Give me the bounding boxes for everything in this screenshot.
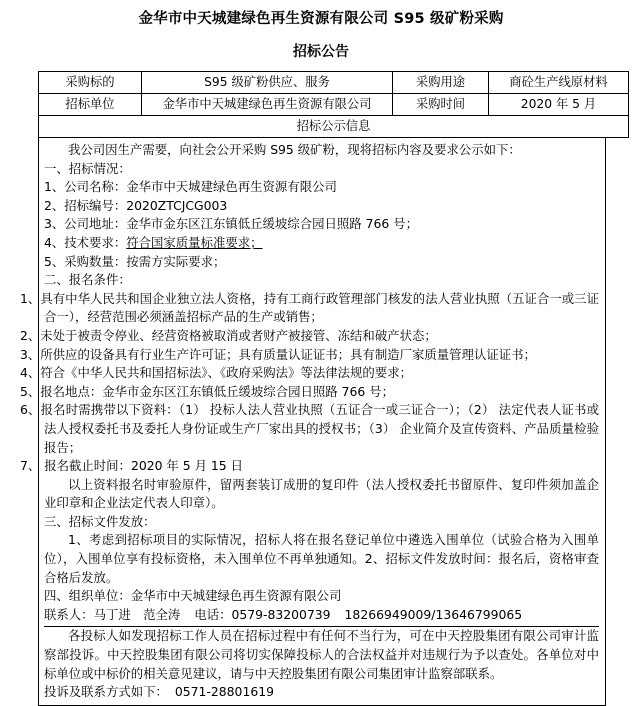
phone-label: 电话： xyxy=(194,606,232,622)
page-subtitle: 招标公告 xyxy=(293,44,349,60)
cell-announcement-info-label: 招标公示信息 xyxy=(39,116,629,138)
phone-secondary: 18266949009/13646799065 xyxy=(344,606,523,622)
table-row xyxy=(39,116,629,138)
section-1-item-3: 3、公司地址：金华市金东区江东镇低丘缓坡综合园日照路 766 号； xyxy=(44,216,418,232)
section-2-item-1: 1、具有中华人民共和国企业独立法人资格，持有工商行政管理部门核发的法人营业执照（五证合一或三证合一），经营范围必须涵盖招标产品的生产或销售； xyxy=(20,290,599,325)
announcement-body xyxy=(20,138,606,706)
section-2-item-7: 7、 报名截止时间：2020 年 5 月 15 日 xyxy=(20,458,243,474)
body-intro: 我公司因生产需要，向社会公开采购 S95 级矿粉，现将招标内容及要求公示如下： xyxy=(68,142,521,157)
info-table-wrapper xyxy=(38,71,608,138)
contact-names: 马丁进 范全涛 xyxy=(93,606,181,622)
section-2-item-5: 5、报名地点：金华市金东区江东镇低丘缓坡综合园日照路 766 号； xyxy=(20,383,394,399)
section-3-paragraph: 1、考虑到招标项目的实际情况，招标人将在报名登记单位中遴选入围单位（试验合格为入围单位），入围单位享有投标资格，未入围单位不再单独通知。2、招标文件发放时间：报名后，资格审查合格后发放。 xyxy=(44,532,599,585)
cell-procurement-subject-value: S95 级矿粉供应、服务 xyxy=(142,72,393,94)
section-4-heading: 四、组织单位：金华市中天城建绿色再生资源有限公司 xyxy=(44,588,342,604)
cell-procurement-purpose-label: 采购用途 xyxy=(393,72,489,94)
section-2-note: 以上资料报名时审验原件，留两套装订成册的复印件（法人授权委托书留原件、复印件须加盖企业印章和企业法定代表人印章）。 xyxy=(44,476,599,511)
section-1-item-2: 2、招标编号：2020ZTCJCG003 xyxy=(44,197,228,213)
section-1-item-4 xyxy=(44,234,599,253)
contact-label: 联系人： xyxy=(44,606,94,622)
cell-tender-unit-label: 招标单位 xyxy=(39,94,142,116)
cell-tender-unit-value: 金华市中天城建绿色再生资源有限公司 xyxy=(142,94,393,116)
phone-primary: 0579-83200739 xyxy=(231,606,331,622)
section-3-heading: 三、招标文件发放： xyxy=(44,513,156,529)
section-1-item-1: 1、公司名称：金华市中天城建绿色再生资源有限公司 xyxy=(44,179,337,195)
complaint-label: 投诉及联系方式如下： xyxy=(44,684,168,700)
section-2-item-4: 4、符合《中华人民共和国招标法》、《政府采购法》等法律法规的要求； xyxy=(20,365,412,381)
section-2-heading: 二、报名条件： xyxy=(44,272,131,288)
cell-procurement-purpose-value: 商砼生产线原材料 xyxy=(489,72,629,94)
table-row xyxy=(39,72,629,94)
cell-procurement-time-label: 采购时间 xyxy=(393,94,489,116)
complaint-phone: 0571-28801619 xyxy=(174,684,274,700)
footer-paragraph: 各投标人如发现招标工作人员在招标过程中有任何不当行为，可在中天控股集团有限公司审计监察部投诉。中天控股集团有限公司将切实保障投标人的合法权益并对违规行为予以查处。各单位对中标单位或中标价的相关意见建议，请与中天控股集团有限公司集团审计监察部联系。 xyxy=(44,628,599,681)
cell-procurement-time-value: 2020 年 5 月 xyxy=(489,94,629,116)
complaint-line xyxy=(44,683,599,702)
section-2-item-2: 2、未处于被责令停业、经营资格被取消或者财产被接管、冻结和破产状态； xyxy=(20,327,437,343)
section-2-item-6: 6、报名时需携带以下资料：（1） 投标人法人营业执照（五证合一或三证合一）；（2） 法定代表人证书或法人授权委托书及委托人身份证或生产厂家出具的授权书；（3） 企业简介及宣传资料、产品质量检验报告； xyxy=(20,402,599,455)
section-1-item-4-underlined: 符合国家质量标准要求； xyxy=(126,234,263,250)
section-1-item-5: 5、采购数量：按需方实际要求； xyxy=(44,253,226,269)
section-2-item-3: 3、所供应的设备具有行业生产许可证；具有质量认证证书；具有制造厂家质量管理认证证书； xyxy=(20,346,536,362)
page-title: 金华市中天城建绿色再生资源有限公司 S95 级矿粉采购 xyxy=(138,11,504,27)
table-row xyxy=(39,94,629,116)
section-1-item-4-prefix: 4、技术要求： xyxy=(44,234,127,250)
cell-procurement-subject-label: 采购标的 xyxy=(39,72,142,94)
contact-line xyxy=(44,606,599,625)
section-1-heading: 一、招标情况： xyxy=(44,160,131,176)
info-table xyxy=(38,71,629,138)
